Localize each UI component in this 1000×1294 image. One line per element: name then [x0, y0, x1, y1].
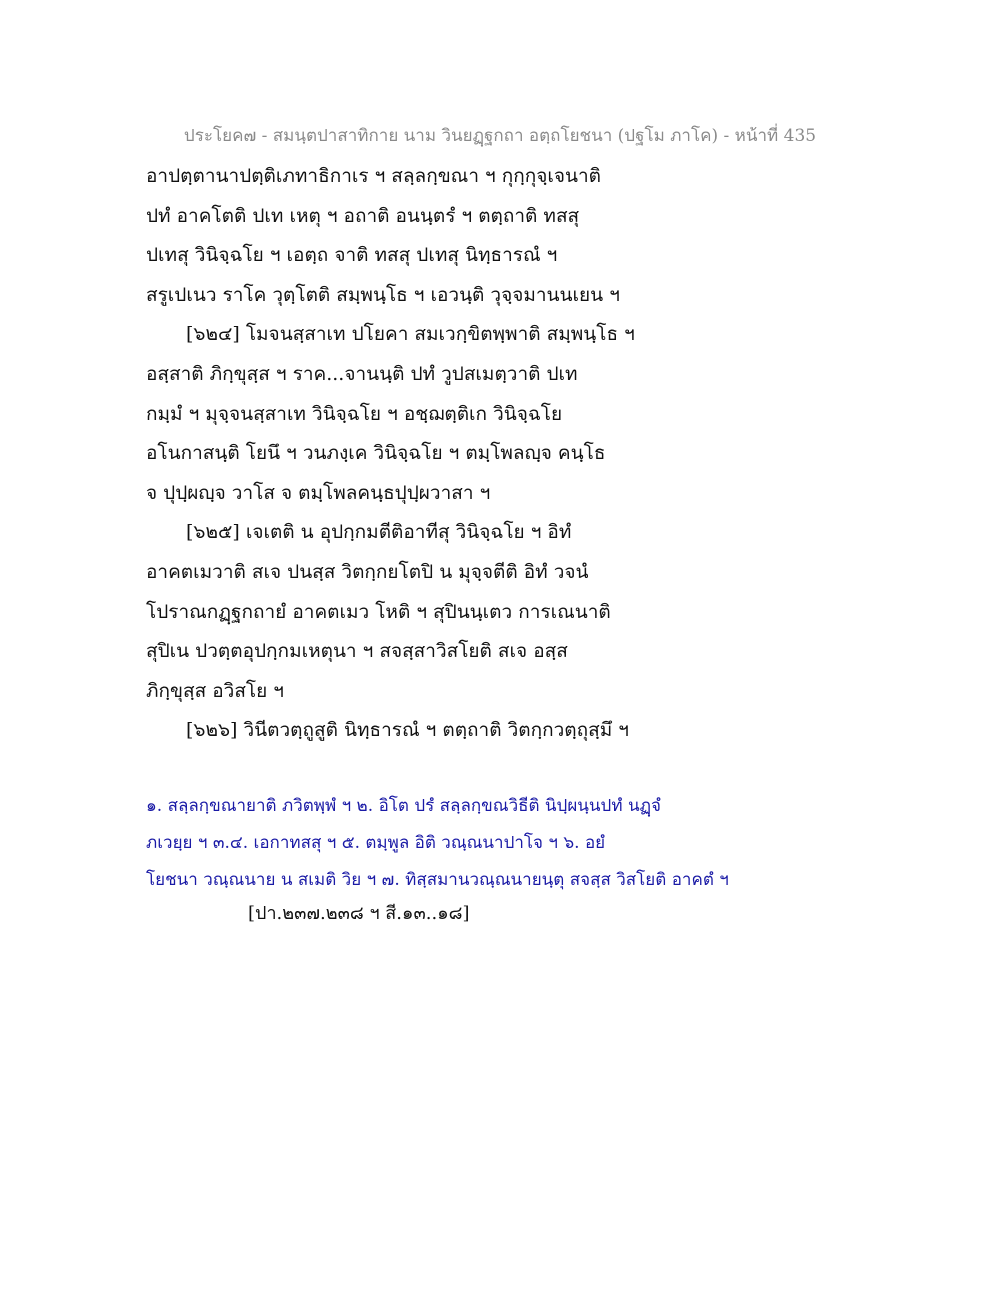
footnote-line: ภเวยฺย ฯ ๓.๔. เอกาทสสุ ฯ ๕. ตมฺพูล อิติ วณฺณนาปาโจ ฯ ๖. อยํ	[146, 833, 606, 853]
text-line: ภิกฺขุสฺส อวิสโย ฯ	[146, 679, 284, 702]
paragraph-625-line: [๖๒๕] เจเตติ น อุปกฺกมตีติอาทีสุ วินิจฺฉโย ฯ อิทํ	[186, 521, 572, 544]
text-line: ปทํ อาคโตติ ปเท เหตุ ฯ อถาติ อนนฺตรํ ฯ ตตฺถาติ ทสสุ	[146, 204, 580, 227]
paragraph-624-line: [๖๒๔] โมจนสฺสาเท ปโยคา สมเวกฺขิตพฺพาติ สมฺพนฺโธ ฯ	[186, 323, 635, 346]
text-line: สรูเปเนว ราโค วุตฺโตติ สมฺพนฺโธ ฯ เอวนฺติ วุจฺจมานนเยน ฯ	[146, 283, 620, 306]
text-line: ปเทสุ วินิจฺฉโย ฯ เอตฺถ จาติ ทสสุ ปเทสุ นิทฺธารณํ ฯ	[146, 244, 558, 267]
paragraph-626-line: [๖๒๖] วินีตวตฺถูสูติ นิทฺธารณํ ฯ ตตฺถาติ วิตกฺกวตฺถุสฺมึ ฯ	[186, 719, 629, 742]
page-reference: [ปา.๒๓๗.๒๓๘ ฯ สี.๑๓..๑๘]	[248, 903, 470, 924]
text-line: โปราณกฏฺฐกถายํ อาคตเมว โหติ ฯ สุปินนฺเตว การเณนาติ	[146, 600, 611, 623]
page-header: ประโยค๗ - สมนฺตปาสาทิกาย นาม วินยฏฺฐกถา อตฺถโยชนา (ปฐโม ภาโค) - หน้าที่ 435	[183, 126, 817, 146]
text-line: สุปิเน ปวตฺตอุปกฺกมเหตุนา ฯ สจสฺสาวิสโยติ สเจ อสฺส	[146, 640, 568, 663]
footnotes	[146, 788, 866, 899]
text-line: จ ปุปฺผญฺจ วาโส จ ตมฺโพลคนฺธปุปฺผวาสา ฯ	[146, 481, 491, 504]
text-line: อสฺสาติ ภิกฺขุสฺส ฯ ราค...จานนฺติ ปทํ วูปสเมตฺวาติ ปเท	[146, 362, 578, 385]
footnote-line: โยชนา วณฺณนาย น สเมติ วิย ฯ ๗. ทิสฺสมานวณฺณนายนฺตุ สจสฺส วิสโยติ อาคตํ ฯ	[146, 870, 729, 890]
footnote-line: ๑. สลฺลกฺขณายาติ ภวิตพฺพํ ฯ ๒. อิโต ปรํ สลฺลกฺขณวิธีติ นิปฺผนฺนปทํ นฏฺจํ	[146, 796, 661, 816]
main-text	[146, 157, 866, 751]
text-line: อโนกาสนฺติ โยนึ ฯ วนภงฺเค วินิจฺฉโย ฯ ตมฺโพลญฺจ คนฺโธ	[146, 442, 606, 465]
text-line: กมฺมํ ฯ มุจฺจนสฺสาเท วินิจฺฉโย ฯ อชฺฌตฺติเก วินิจฺฉโย	[146, 402, 563, 425]
text-line: อาคตเมวาติ สเจ ปนสฺส วิตกฺกยโตปิ น มุจฺจตีติ อิทํ วจนํ	[146, 560, 589, 583]
text-line: อาปตฺตานาปตฺติเภทาธิกาเร ฯ สลฺลกฺขณา ฯ กุกฺกุจฺเจนาติ	[146, 165, 601, 187]
